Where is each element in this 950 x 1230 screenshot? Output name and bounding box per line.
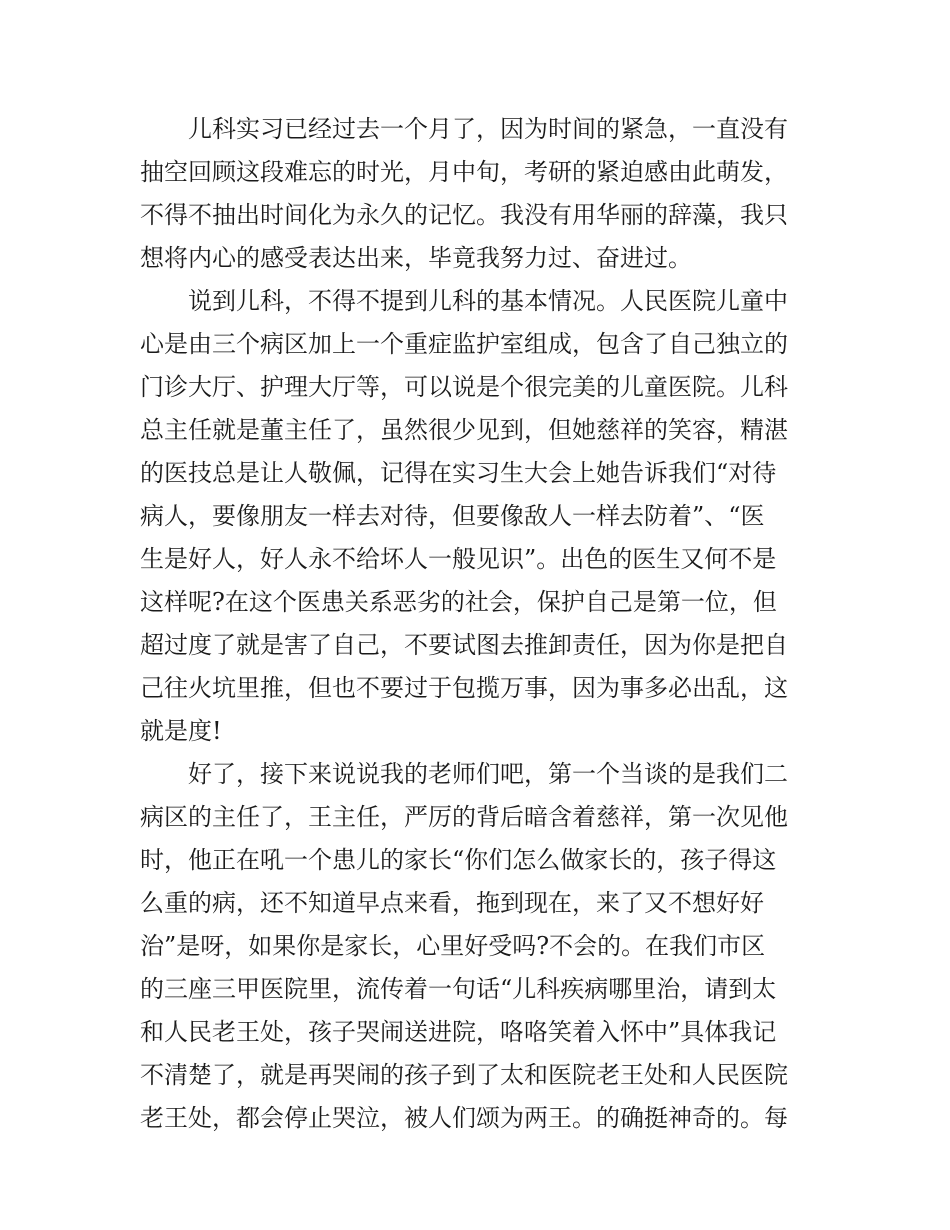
text-line: 这样呢?在这个医患关系恶劣的社会，保护自己是第一位，但 bbox=[140, 588, 777, 616]
text-line: 不清楚了，就是再哭闹的孩子到了太和医院老王处和人民医院 bbox=[140, 1061, 788, 1089]
text-line: 的医技总是让人敬佩，记得在实习生大会上她告诉我们“对待 bbox=[140, 459, 777, 487]
text-line: 生是好人，好人永不给坏人一般见识”。出色的医生又何不是 bbox=[140, 545, 777, 573]
text-line: 说到儿科，不得不提到儿科的基本情况。人民医院儿童中 bbox=[188, 287, 788, 315]
text-line: 的三座三甲医院里，流传着一句话“儿科疾病哪里治，请到太 bbox=[140, 975, 777, 1003]
text-line: 超过度了就是害了自己，不要试图去推卸责任，因为你是把自 bbox=[140, 631, 788, 659]
text-line: 不得不抽出时间化为永久的记忆。我没有用华丽的辞藻，我只 bbox=[140, 201, 788, 229]
text-line: 想将内心的感受表达出来，毕竟我努力过、奋进过。 bbox=[140, 244, 692, 272]
text-line: 么重的病，还不知道早点来看，拖到现在，来了又不想好好 bbox=[140, 889, 764, 917]
text-line: 己往火坑里推，但也不要过于包揽万事，因为事多必出乱，这 bbox=[140, 674, 788, 702]
text-line: 时，他正在吼一个患儿的家长“你们怎么做家长的，孩子得这 bbox=[140, 846, 777, 874]
text-line: 门诊大厅、护理大厅等，可以说是个很完美的儿童医院。儿科 bbox=[140, 373, 788, 401]
text-line: 病人，要像朋友一样去对待，但要像敌人一样去防着”、“医 bbox=[140, 502, 765, 530]
text-line: 老王处，都会停止哭泣，被人们颂为两王。的确挺神奇的。每 bbox=[140, 1104, 788, 1132]
text-line: 治”是呀，如果你是家长，心里好受吗?不会的。在我们市区 bbox=[140, 932, 766, 960]
text-line: 心是由三个病区加上一个重症监护室组成，包含了自己独立的 bbox=[140, 330, 788, 358]
text-line: 病区的主任了，王主任，严厉的背后暗含着慈祥，第一次见他 bbox=[140, 803, 788, 831]
text-line: 总主任就是董主任了，虽然很少见到，但她慈祥的笑容，精湛 bbox=[140, 416, 788, 444]
text-line: 抽空回顾这段难忘的时光，月中旬，考研的紧迫感由此萌发， bbox=[140, 158, 788, 186]
text-line: 好了，接下来说说我的老师们吧，第一个当谈的是我们二 bbox=[188, 760, 788, 788]
text-line: 和人民老王处，孩子哭闹送进院，咯咯笑着入怀中”具体我记 bbox=[140, 1018, 777, 1046]
body-text bbox=[140, 108, 820, 1140]
text-line: 就是度! bbox=[140, 717, 222, 745]
text-line: 儿科实习已经过去一个月了，因为时间的紧急，一直没有 bbox=[188, 115, 788, 143]
